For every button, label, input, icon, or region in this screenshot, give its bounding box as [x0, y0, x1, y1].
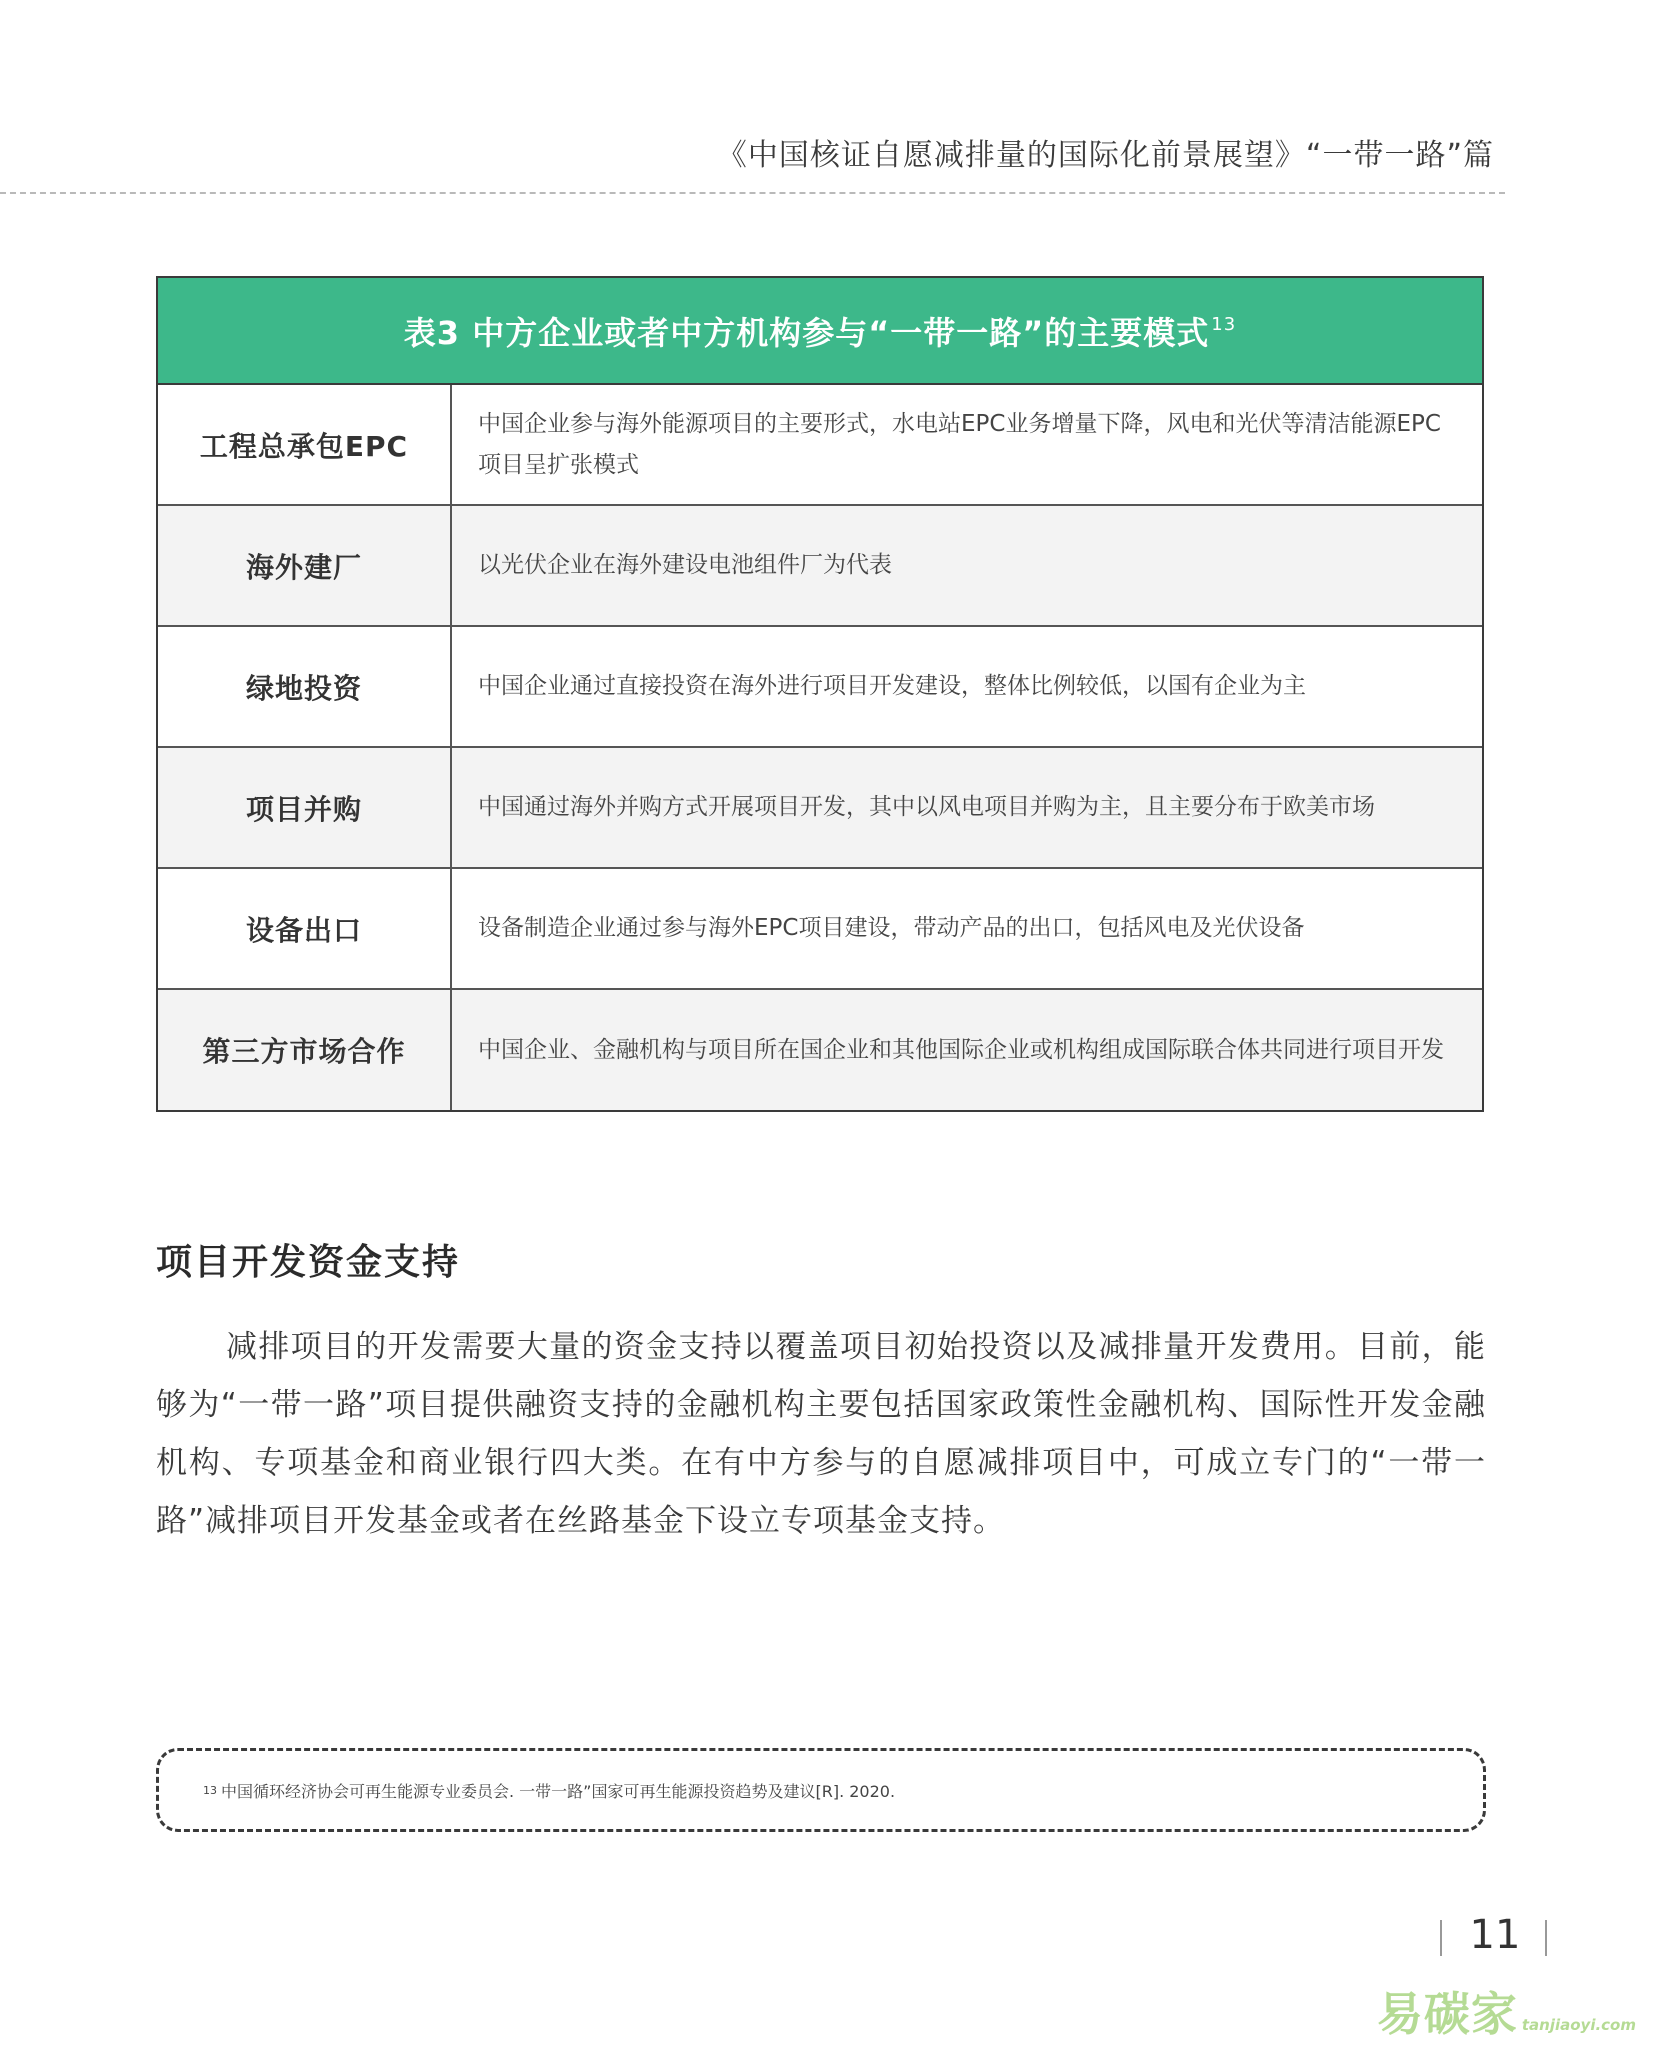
- footnote-box: [156, 1748, 1486, 1832]
- table-row-label: 绿地投资: [158, 627, 452, 746]
- table-row-desc: 设备制造企业通过参与海外EPC项目建设，带动产品的出口，包括风电及光伏设备: [478, 915, 1305, 941]
- running-header: 《中国核证自愿减排量的国际化前景展望》“一带一路”篇: [716, 138, 1494, 173]
- table-row: [158, 869, 1482, 990]
- page-number: 11: [1469, 1912, 1521, 1958]
- footnote-text: 中国循环经济协会可再生能源专业委员会. 一带一路”国家可再生能源投资趋势及建议[R]. 2020.: [221, 1781, 896, 1801]
- table-row: [158, 748, 1482, 869]
- table-row-desc: 中国企业参与海外能源项目的主要形式，水电站EPC业务增量下降，风电和光伏等清洁能源EPC项目呈扩张模式: [478, 410, 1441, 478]
- page-number-bar-right: [1545, 1920, 1547, 1956]
- table-row-desc: 中国企业、金融机构与项目所在国企业和其他国际企业或机构组成国际联合体共同进行项目开发: [478, 1036, 1444, 1063]
- table-row: [158, 385, 1482, 506]
- table-row-label: 设备出口: [158, 869, 452, 988]
- table-row-desc: 中国企业通过直接投资在海外进行项目开发建设，整体比例较低，以国有企业为主: [478, 673, 1306, 699]
- watermark-sub-text: tanjiaoyi.com: [1521, 2016, 1636, 2034]
- table-row-label: 第三方市场合作: [158, 990, 452, 1110]
- page-number-bar-left: [1440, 1920, 1442, 1956]
- table-row-label: 海外建厂: [158, 506, 452, 625]
- table-row-label: 项目并购: [158, 748, 452, 867]
- table-row-label: 工程总承包EPC: [158, 385, 452, 504]
- table-title: [158, 278, 1482, 385]
- table-row-desc: 以光伏企业在海外建设电池组件厂为代表: [478, 552, 892, 578]
- table-row: [158, 506, 1482, 627]
- section-heading: 项目开发资金支持: [156, 1242, 461, 1283]
- table-title-text: 表3 中方企业或者中方机构参与“一带一路”的主要模式: [403, 313, 1210, 352]
- table-row: [158, 990, 1482, 1110]
- body-paragraph: 减排项目的开发需要大量的资金支持以覆盖项目初始投资以及减排量开发费用。目前，能够为“一带一路”项目提供融资支持的金融机构主要包括国家政策性金融机构、国际性开发金融机构、专项基金和商业银行四大类。在有中方参与的自愿减排项目中，可成立专门的“一带一路”减排项目开发基金或者在丝路基金下设立专项基金支持。: [156, 1329, 1486, 1539]
- modes-table: [156, 276, 1484, 1112]
- table-row-desc: 中国通过海外并购方式开展项目开发，其中以风电项目并购为主，且主要分布于欧美市场: [478, 794, 1375, 820]
- watermark-main-text: 易碳家: [1376, 1987, 1518, 2041]
- header-divider: [0, 192, 1505, 194]
- table-title-footnote-ref: 13: [1211, 314, 1237, 335]
- watermark-logo: [1377, 1978, 1636, 2044]
- table-row: [158, 627, 1482, 748]
- footnote-number: 13: [203, 1783, 217, 1797]
